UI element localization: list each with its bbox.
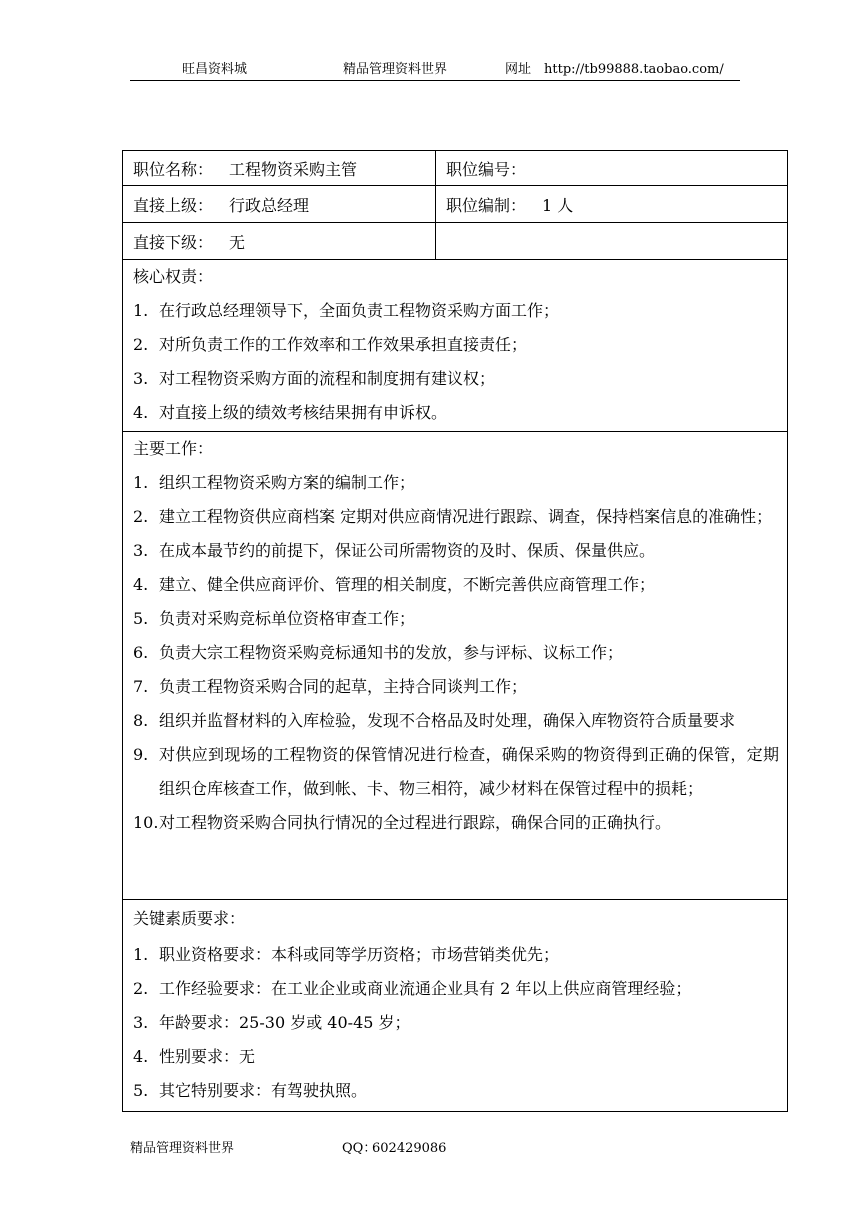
item-text: 对直接上级的绩效考核结果拥有申诉权。 (159, 403, 448, 422)
subordinate-value: 无 (229, 232, 246, 252)
item-text: 对所负责工作的工作效率和工作效果承担直接责任； (159, 335, 528, 354)
list-item (133, 568, 779, 602)
list-item (133, 500, 779, 534)
item-text: 其它特别要求：有驾驶执照。 (159, 1081, 368, 1100)
item-text: 对供应到现场的工程物资的保管情况进行检查，确保采购的物资得到正确的保管，定期组织仓库核查工作，做到帐、卡、物三相符，减少材料在保管过程中的损耗； (159, 745, 779, 798)
item-number: 4. (133, 1047, 149, 1066)
main-work-section (123, 431, 787, 899)
header-site-url[interactable]: http://tb99888.taobao.com/ (544, 62, 724, 77)
list-item (133, 396, 779, 430)
position-name-label: 职位名称： (133, 159, 214, 179)
item-text: 在成本最节约的前提下，保证公司所需物资的及时、保质、保量供应。 (159, 541, 656, 560)
item-number: 5. (133, 1081, 149, 1100)
superior-value: 行政总经理 (229, 195, 310, 215)
main-work-title: 主要工作： (133, 439, 214, 458)
item-text: 建立工程物资供应商档案 定期对供应商情况进行跟踪、调查，保持档案信息的准确性； (159, 507, 773, 526)
header-site-label: 网址 (505, 62, 532, 77)
item-number: 6. (133, 643, 149, 662)
position-code-cell (436, 151, 787, 185)
item-number: 5. (133, 609, 149, 628)
item-number: 8. (133, 711, 149, 730)
headcount-cell (436, 186, 787, 222)
list-item (133, 294, 779, 328)
info-row-3 (123, 222, 787, 259)
item-text: 组织工程物资采购方案的编制工作； (159, 473, 416, 492)
footer-left-text: 精品管理资料世界 (130, 1141, 235, 1156)
empty-cell (436, 223, 787, 259)
list-item (133, 362, 779, 396)
list-item (133, 806, 779, 840)
core-duties-title: 核心权责： (133, 267, 214, 286)
info-row-2 (123, 185, 787, 222)
item-text: 负责工程物资采购合同的起草，主持合同谈判工作； (159, 677, 528, 696)
superior-label: 直接上级： (133, 195, 214, 215)
position-name-value: 工程物资采购主管 (229, 159, 358, 179)
item-text: 对工程物资采购方面的流程和制度拥有建议权； (159, 369, 496, 388)
item-text: 建立、健全供应商评价、管理的相关制度，不断完善供应商管理工作； (159, 575, 656, 594)
header-middle-text: 精品管理资料世界 (343, 62, 448, 77)
item-text: 职业资格要求：本科或同等学历资格；市场营销类优先； (159, 945, 560, 964)
list-item (133, 670, 779, 704)
item-number: 3. (133, 1013, 149, 1032)
item-number: 3. (133, 369, 149, 388)
item-text: 年龄要求：25-30 岁或 40-45 岁； (159, 1013, 411, 1032)
item-text: 工作经验要求：在工业企业或商业流通企业具有 2 年以上供应商管理经验； (159, 979, 692, 998)
list-item (133, 704, 779, 738)
item-number: 10. (133, 813, 159, 832)
headcount-value: 1 人 (542, 195, 574, 215)
item-number: 7. (133, 677, 149, 696)
item-text: 组织并监督材料的入库检验，发现不合格品及时处理，确保入库物资符合质量要求 (159, 711, 736, 730)
item-text: 负责大宗工程物资采购竞标通知书的发放，参与评标、议标工作； (159, 643, 624, 662)
footer-qq-value: 602429086 (372, 1141, 447, 1156)
list-item (133, 602, 779, 636)
requirements-title: 关键素质要求： (133, 909, 246, 928)
list-item (133, 1074, 779, 1108)
list-item (133, 636, 779, 670)
list-item (133, 1040, 779, 1074)
list-item (133, 938, 779, 972)
core-duties-section (123, 259, 787, 431)
item-text: 性别要求：无 (159, 1047, 256, 1066)
item-number: 1. (133, 301, 149, 320)
item-text: 在行政总经理领导下，全面负责工程物资采购方面工作； (159, 301, 560, 320)
item-number: 9. (133, 745, 149, 764)
item-number: 2. (133, 335, 149, 354)
list-item (133, 466, 779, 500)
item-number: 4. (133, 403, 149, 422)
position-code-label: 职位编号： (446, 159, 527, 179)
list-item (133, 328, 779, 362)
item-text: 对工程物资采购合同执行情况的全过程进行跟踪，确保合同的正确执行。 (159, 813, 672, 832)
superior-cell (123, 186, 436, 222)
header-left-text: 旺昌资料城 (182, 62, 248, 77)
item-number: 3. (133, 541, 149, 560)
list-item (133, 738, 779, 806)
requirements-section (123, 899, 787, 1111)
headcount-label: 职位编制： (446, 195, 527, 215)
subordinate-label: 直接下级： (133, 232, 214, 252)
item-number: 1. (133, 473, 149, 492)
item-number: 4. (133, 575, 149, 594)
list-item (133, 534, 779, 568)
job-description-table (122, 150, 788, 1112)
list-item (133, 972, 779, 1006)
header-divider (130, 80, 740, 81)
footer-qq-label: QQ： (342, 1141, 377, 1156)
position-name-cell (123, 151, 436, 185)
subordinate-cell (123, 223, 436, 259)
item-number: 1. (133, 945, 149, 964)
info-row-1 (123, 151, 787, 185)
item-text: 负责对采购竞标单位资格审查工作； (159, 609, 416, 628)
item-number: 2. (133, 979, 149, 998)
item-number: 2. (133, 507, 149, 526)
list-item (133, 1006, 779, 1040)
